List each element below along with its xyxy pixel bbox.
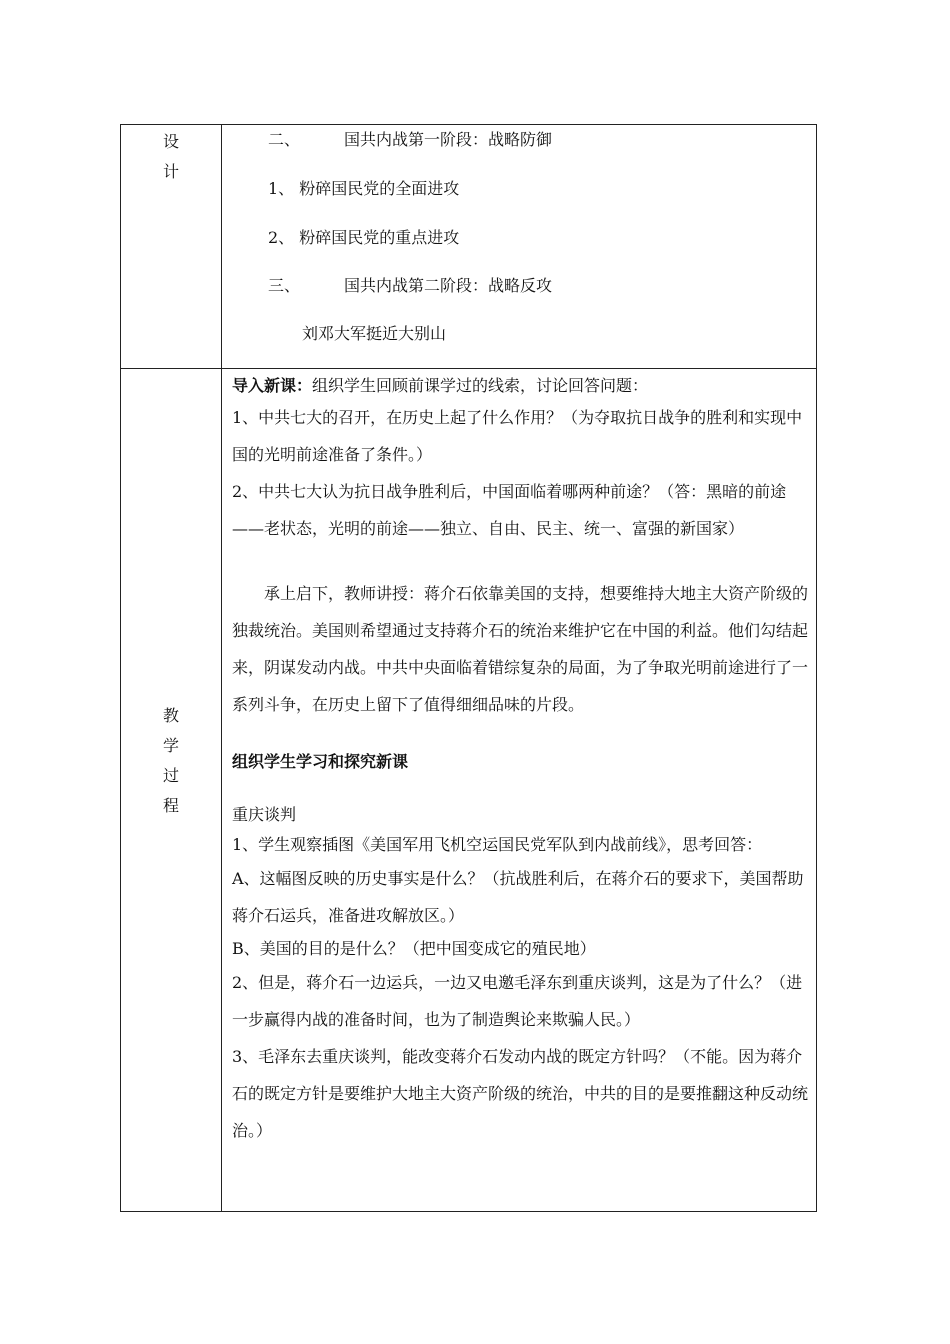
design-line: 1、 粉碎国民党的全面进攻 — [268, 179, 460, 198]
design-label-char: 计 — [162, 162, 179, 181]
list-item: 3、毛泽东去重庆谈判，能改变蒋介石发动内战的既定方针吗？（不能。因为蒋介石的既定方针是要维护大地主大资产阶级的统治，中共的目的是要推翻这种反动统治。） — [232, 1047, 809, 1140]
process-label-char: 学 — [162, 736, 179, 755]
list-item: B、美国的目的是什么？（把中国变成它的殖民地） — [232, 939, 596, 958]
process-label-cell — [121, 369, 222, 1212]
design-content-cell — [222, 125, 817, 369]
design-label-cell — [121, 125, 222, 369]
process-content-cell — [222, 369, 817, 1212]
intro-label: 导入新课： — [232, 376, 313, 395]
list-item: 2、但是，蒋介石一边运兵，一边又电邀毛泽东到重庆谈判，这是为了什么？（进一步赢得内战的准备时间，也为了制造舆论来欺骗人民。） — [232, 973, 803, 1029]
design-line: 二、 国共内战第一阶段：战略防御 — [268, 130, 553, 149]
process-label-char: 过 — [162, 766, 179, 785]
question-1: 1、中共七大的召开，在历史上起了什么作用？（为夺取抗日战争的胜利和实现中国的光明前途准备了条件。） — [232, 408, 803, 464]
design-line: 刘邓大军挺近大别山 — [302, 324, 447, 343]
intro-paragraph — [232, 373, 810, 399]
design-line: 三、 国共内战第二阶段：战略反攻 — [268, 276, 553, 295]
design-line: 2、 粉碎国民党的重点进攻 — [268, 228, 460, 247]
design-label-char: 设 — [162, 132, 179, 151]
process-row — [121, 369, 817, 1212]
process-label-char: 程 — [162, 796, 179, 815]
process-label-char: 教 — [162, 706, 179, 725]
intro-text: 组织学生回顾前课学过的线索，讨论回答问题： — [312, 376, 649, 395]
transition-paragraph: 承上启下，教师讲授：蒋介石依靠美国的支持，想要维持大地主大资产阶级的独裁统治。美国则希望通过支持蒋介石的统治来维护它在中国的利益。他们勾结起来，阴谋发动内战。中共中央面临着错综复杂的局面，为了争取光明前途进行了一系列斗争，在历史上留下了值得细细品味的片段。 — [232, 584, 809, 714]
design-row — [121, 125, 817, 369]
subsection-title: 重庆谈判 — [232, 805, 297, 824]
list-item: A、这幅图反映的历史事实是什么？（抗战胜利后，在蒋介石的要求下，美国帮助蒋介石运兵，准备进攻解放区。） — [232, 869, 804, 925]
section-title: 组织学生学习和探究新课 — [232, 752, 409, 771]
list-item: 1、学生观察插图《美国军用飞机空运国民党军队到内战前线》，思考回答： — [232, 835, 763, 854]
lesson-plan-table — [120, 124, 817, 1212]
question-2: 2、中共七大认为抗日战争胜利后，中国面临着哪两种前途？（答：黑暗的前途——老状态，光明的前途——独立、自由、民主、统一、富强的新国家） — [232, 482, 787, 538]
